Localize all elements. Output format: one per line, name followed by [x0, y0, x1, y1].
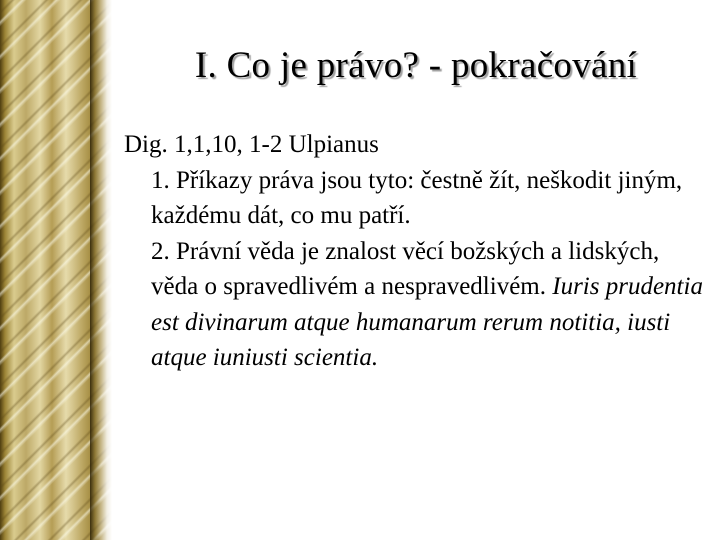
slide-body [124, 127, 704, 376]
list-item-2 [124, 234, 704, 376]
item-2-text: 2. Právní věda je znalost věcí božských a lidských, věda o spravedlivém a nespravedlivém. [151, 237, 660, 300]
slide-title: I. Co je právo? - pokračování [194, 45, 638, 86]
source-reference: Dig. 1,1,10, 1-2 Ulpianus [124, 131, 379, 158]
latin-quote: Iuris prudentia est divinarum atque humanarum rerum notitia, iusti atque iuniusti scientia. [151, 273, 703, 371]
list-item-1 [124, 163, 704, 234]
border-shadow [90, 0, 112, 540]
item-1-text: 1. Příkazy práva jsou tyto: čestně žít, neškodit jiným, každému dát, co mu patří. [151, 166, 683, 229]
